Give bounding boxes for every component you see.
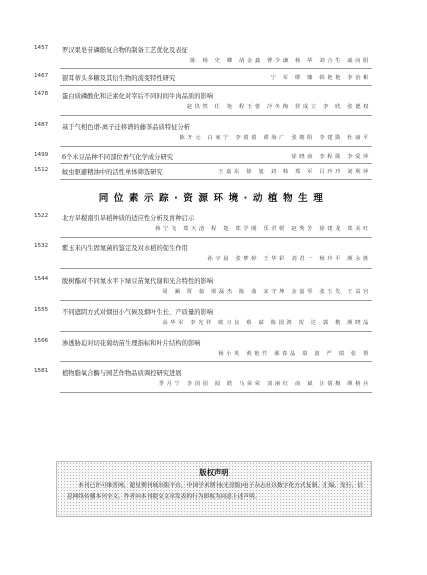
page-number: 1566 [34, 338, 49, 344]
entry-divider [60, 392, 372, 393]
article-title[interactable]: 蚊虫驱避精油中的活性单体筛选研究 [62, 169, 163, 176]
copyright-notice [56, 461, 372, 517]
article-authors: 蒋宁飞 郑天清 程 楚 郑学刚 乐君媛 赵秀芳 徐建龙 郑美红 [155, 226, 371, 232]
article-title[interactable]: 脱树酯对不同氮水平下绿豆苗氮代谢和光合特性的影响 [62, 278, 214, 285]
article-authors: 徐晓俞 李程勋 李爱萍 [291, 154, 371, 160]
entry-divider [60, 146, 372, 147]
section-title: 同位素示踪·资源环境·动植物生理 [98, 193, 329, 204]
page-number: 1581 [34, 368, 49, 374]
article-authors: 宁 军 缪 娜 韩艳艳 李治彬 [270, 75, 371, 81]
page-number: 1544 [34, 276, 49, 282]
article-authors: 季月宁 李国园 闻 皓 马荣荣 刘丽红 俞 斌 汪倩梅 颜榕兵 [158, 381, 371, 387]
article-authors: 孙宇晨 张梦婷 王华彩 刘君一 杨玲平 颜永胜 [207, 256, 371, 262]
entry-divider [60, 361, 372, 362]
article-authors: 杨小英 黄艳竹 郝春晶 慕 波 严 瑞 张 帮 [218, 351, 371, 357]
entry-divider [60, 331, 372, 332]
entry-divider [60, 163, 372, 164]
article-title[interactable]: 基于气相色谱-离子迁移谱的藤茶品质特征分析 [62, 124, 191, 131]
article-authors: 陈开元 白家宁 李倩倩 谭海广 张朝阳 李建勋 杜丽平 [179, 135, 371, 141]
page-number: 1512 [34, 167, 49, 173]
article-authors: 陈 杨 史 卿 胡金鑫 曹少谦 杨 华 刘合生 戚向阳 [190, 58, 371, 64]
article-title[interactable]: 不同遮阴方式对烟田小气候及烟叶生长、产质量的影响 [62, 309, 214, 316]
entry-divider [60, 68, 372, 69]
article-authors: 赵玖然 任 艳 程玉蕾 冷冬梅 侯成立 李 欣 张德权 [186, 104, 371, 110]
page-number: 1467 [34, 73, 49, 79]
article-title[interactable]: 蛋白质磷酸化和泛素化对宰后不同时间牛肉品质的影响 [62, 93, 214, 100]
page-number: 1555 [34, 307, 49, 313]
entry-divider [60, 268, 372, 269]
copyright-body: 本刊已许可维普网、超星期刊域出版平台、中国学术期刊(光盘版)电子杂志社以数字化方式复制、汇编、发行、信息网络传播本刊全文。作者向本刊提交文章发表的行为即视为同意上述声明。 [67, 483, 363, 500]
entry-divider [60, 300, 372, 301]
article-title[interactable]: 6个木豆品种不同部位香气化学成分研究 [62, 154, 174, 161]
article-title[interactable]: 植物脂氧合酶与园艺作物品质调控研究进展 [62, 370, 182, 377]
article-authors: 王嘉东 徐 旭 刘 韩 郑 军 吕玲玲 刘利萍 [218, 169, 371, 175]
page-number: 1499 [34, 152, 49, 158]
article-authors: 周 澜 贾 茹 梁磊杰 陈 曲 宋守坤 金嘉琴 张玉先 王益宫 [162, 289, 371, 295]
article-authors: 高华军 李光祥 欧习良 蔡 斌 陈国鸿 贺 达 郭 楷 颜晓晶 [162, 320, 371, 326]
article-title[interactable]: 紫玉米内生固氮菌的鉴定及对水稻的促生作用 [62, 245, 188, 252]
article-title[interactable]: 渗透胁迫对切花菊幼苗生理指标和叶片结构的影响 [62, 340, 201, 347]
page-number: 1478 [34, 91, 49, 97]
copyright-title: 版权声明 [199, 468, 229, 477]
entry-divider [60, 115, 372, 116]
entry-divider [60, 179, 372, 180]
page-number: 1487 [34, 122, 49, 128]
article-title[interactable]: 银耳蒂头多糖及其衍生物的流变特性研究 [62, 75, 176, 82]
entry-divider [60, 85, 372, 86]
page-number: 1532 [34, 243, 49, 249]
entry-divider [60, 237, 372, 238]
article-title[interactable]: 罗汉果皂苷磷脂复合物的制备工艺优化及表征 [62, 47, 188, 54]
page-number: 1457 [34, 45, 49, 51]
article-title[interactable]: 北方旱稷南引旱稻种质的适应性分析及育种启示 [62, 215, 195, 222]
page-number: 1522 [34, 213, 49, 219]
